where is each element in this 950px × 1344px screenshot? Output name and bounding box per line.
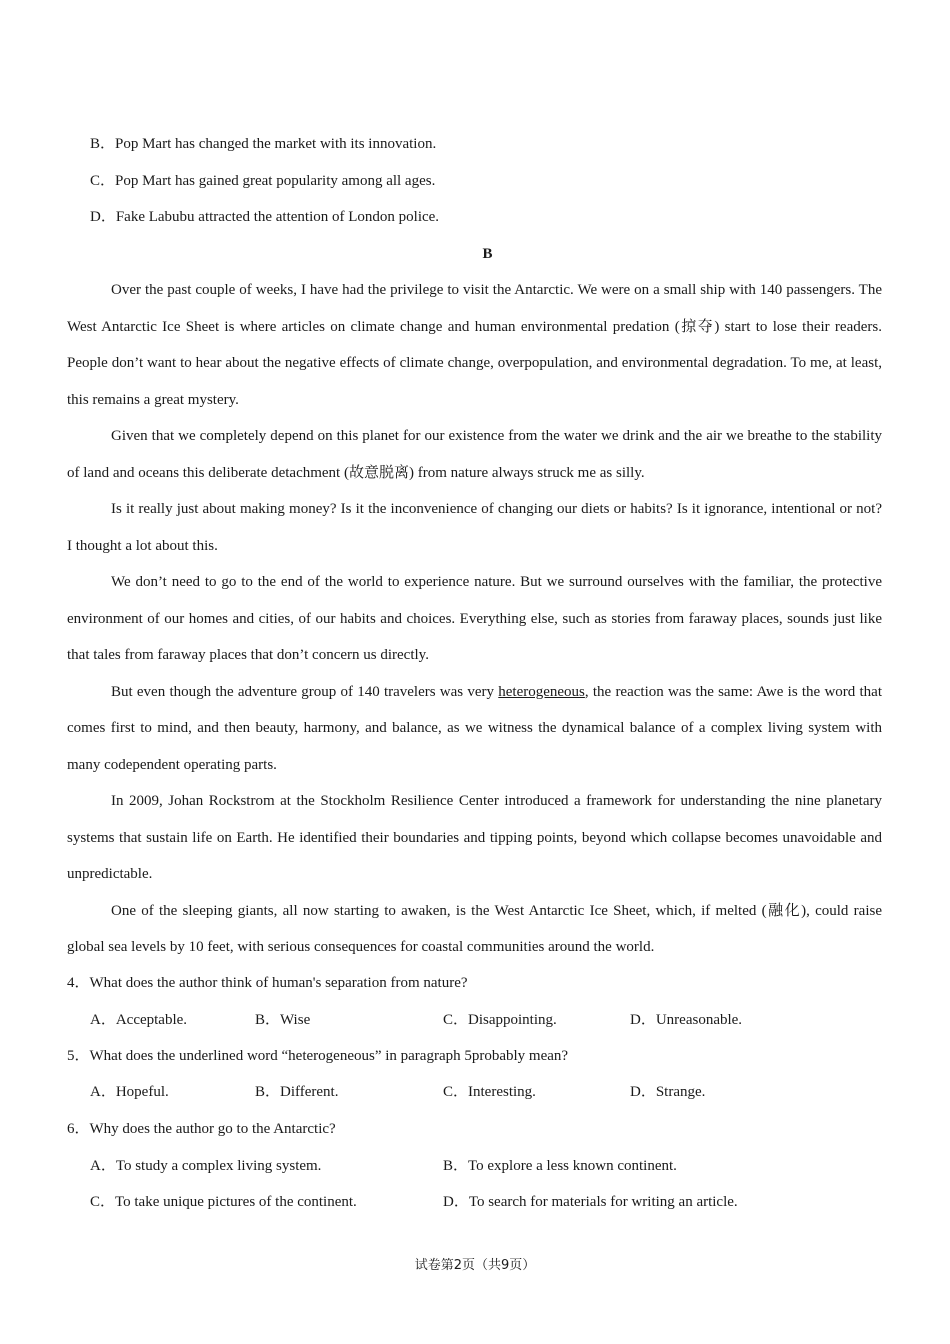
section-title: B <box>482 246 493 262</box>
q5-option-a: A．Hopeful. <box>90 1084 169 1100</box>
paragraph <box>67 674 882 784</box>
q6-option-c: C．To take unique pictures of the continent. <box>90 1194 357 1210</box>
passage <box>67 272 882 966</box>
q5-option-b: B．Different. <box>255 1084 339 1100</box>
q6-option-a: A．To study a complex living system. <box>90 1158 322 1174</box>
q6-option-b: B．To explore a less known continent. <box>443 1158 677 1174</box>
question-5: 5．What does the underlined word “heterogeneous” in paragraph 5probably mean? <box>67 1048 569 1064</box>
paragraph: We don’t need to go to the end of the world to experience nature. But we surround ourselves with the familiar, the protective environment of our homes and cities, of our habits and choices. Everything else, such as stories from faraway places, sounds just like that tales from faraway places that don’t concern us directly. <box>67 574 882 663</box>
option-d: D．Fake Labubu attracted the attention of London police. <box>90 209 440 225</box>
paragraph-text: But even though the adventure group of 140 travelers was very <box>111 683 499 700</box>
paragraph: Over the past couple of weeks, I have had the privilege to visit the Antarctic. We were on a small ship with 140 passengers. The West Antarctic Ice Sheet is where articles on climate change and human environmental predation (掠夺) start to lose their readers. People don’t want to hear about the negative effects of climate change, overpopulation, and environmental degradation. To me, at least, this remains a great mystery. <box>67 282 882 408</box>
paragraph: Given that we completely depend on this planet for our existence from the water we drink and the air we breathe to the stability of land and oceans this deliberate detachment (故意脱离) from nature always struck me as silly. <box>67 428 882 481</box>
question-4: 4．What does the author think of human's separation from nature? <box>67 975 468 991</box>
paragraph-text: , the reaction was the same: Awe is the word that comes first to mind, and then beauty, harmony, and balance, as we witness the dynamical balance of a complex living system with many codependent operating parts. <box>67 683 882 773</box>
option-c: C．Pop Mart has gained great popularity among all ages. <box>90 173 436 189</box>
q4-option-b: B．Wise <box>255 1012 311 1028</box>
paragraph: Is it really just about making money? Is it the inconvenience of changing our diets or habits? Is it ignorance, intentional or not? I thought a lot about this. <box>67 501 882 554</box>
paragraph: One of the sleeping giants, all now starting to awaken, is the West Antarctic Ice Sheet, which, if melted (融化), could raise global sea levels by 10 feet, with serious consequences for coastal communities around the world. <box>67 902 882 955</box>
q4-option-a: A．Acceptable. <box>90 1012 188 1028</box>
q5-option-d: D．Strange. <box>630 1084 706 1100</box>
option-b: B．Pop Mart has changed the market with its innovation. <box>90 136 437 152</box>
underlined-word: heterogeneous <box>498 683 585 700</box>
q4-option-c: C．Disappointing. <box>443 1012 557 1028</box>
q4-option-d: D．Unreasonable. <box>630 1012 743 1028</box>
q5-option-c: C．Interesting. <box>443 1084 536 1100</box>
paragraph: In 2009, Johan Rockstrom at the Stockholm Resilience Center introduced a framework for understanding the nine planetary systems that sustain life on Earth. He identified their boundaries and tipping points, beyond which collapse becomes unavoidable and unpredictable. <box>67 793 882 882</box>
page-footer: 试卷第2页（共9页） <box>414 1258 536 1273</box>
q6-option-d: D．To search for materials for writing an article. <box>443 1194 738 1210</box>
question-6: 6．Why does the author go to the Antarctic? <box>67 1121 336 1137</box>
